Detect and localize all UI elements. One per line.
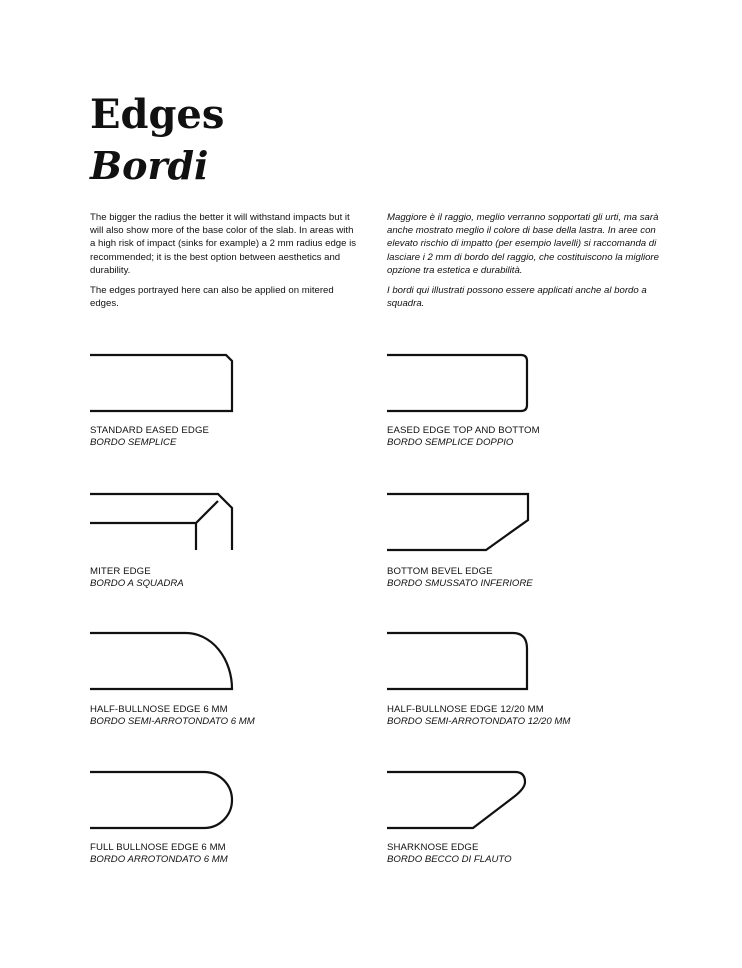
sharknose-profile-icon (387, 772, 525, 828)
half-bullnose-12-20-profile-icon (387, 633, 527, 689)
full-bullnose-6-profile-icon (90, 772, 232, 828)
edge-name-italian: BORDO SEMPLICE (90, 437, 177, 448)
edge-name-italian: BORDO BECCO DI FLAUTO (387, 854, 512, 865)
edge-name-italian: BORDO SEMI-ARROTONDATO 12/20 MM (387, 716, 571, 727)
eased-top-bottom-profile-icon (387, 355, 527, 411)
edge-half-bullnose-6 (90, 631, 255, 727)
intro-paragraph: The bigger the radius the better it will withstand impacts but it will also show more of the base color of the slab. In areas with a high risk of impact (sinks for example) a 2 mm radius edge is recommended; it is the best option between aesthetics and durability. (90, 212, 357, 276)
intro-paragraph: The edges portrayed here can also be applied on mitered edges. (90, 285, 334, 310)
intro-italian (387, 211, 659, 317)
edge-bottom-bevel (387, 492, 533, 589)
edge-name: HALF-BULLNOSE EDGE 6 MM (90, 704, 228, 715)
bottom-bevel-profile-icon (387, 494, 528, 550)
intro-paragraph: Maggiore è il raggio, meglio verranno sopportati gli urti, ma sarà anche mostrato meglio il colore di base della lastra. In aree con elevato rischio di impatto (per esempio lavelli) si raccomanda di lasciare i 2 mm di bordo del raggio, che costituiscono la migliore opzione tra estetica e durabilità. (387, 212, 659, 276)
page-subtitle: Bordi (90, 143, 209, 188)
edge-standard-eased (90, 353, 235, 448)
edge-name: FULL BULLNOSE EDGE 6 MM (90, 842, 226, 853)
edge-name: BOTTOM BEVEL EDGE (387, 566, 493, 577)
edge-name-italian: BORDO ARROTONDATO 6 MM (90, 854, 228, 865)
edge-miter (90, 492, 235, 589)
edge-name-italian: BORDO SEMI-ARROTONDATO 6 MM (90, 716, 255, 727)
edge-name-italian: BORDO SMUSSATO INFERIORE (387, 578, 533, 589)
standard-eased-profile-icon (90, 355, 232, 411)
edge-full-bullnose-6 (90, 770, 235, 865)
intro-paragraph: I bordi qui illustrati possono essere applicati anche al bordo a squadra. (387, 285, 647, 310)
half-bullnose-6-profile-icon (90, 633, 232, 689)
miter-profile-icon (90, 494, 232, 550)
edge-half-bullnose-12-20 (387, 631, 571, 727)
edge-name-italian: BORDO SEMPLICE DOPPIO (387, 437, 514, 448)
edge-name-italian: BORDO A SQUADRA (90, 578, 184, 589)
edge-eased-top-bottom (387, 353, 540, 448)
edge-name: MITER EDGE (90, 566, 151, 577)
page-title: Edges (90, 91, 225, 138)
edge-name: HALF-BULLNOSE EDGE 12/20 MM (387, 704, 544, 715)
edge-name: SHARKNOSE EDGE (387, 842, 479, 853)
edge-sharknose (387, 770, 532, 865)
intro-english (90, 211, 360, 317)
edge-name: EASED EDGE TOP AND BOTTOM (387, 425, 540, 436)
edge-name: STANDARD EASED EDGE (90, 425, 210, 436)
